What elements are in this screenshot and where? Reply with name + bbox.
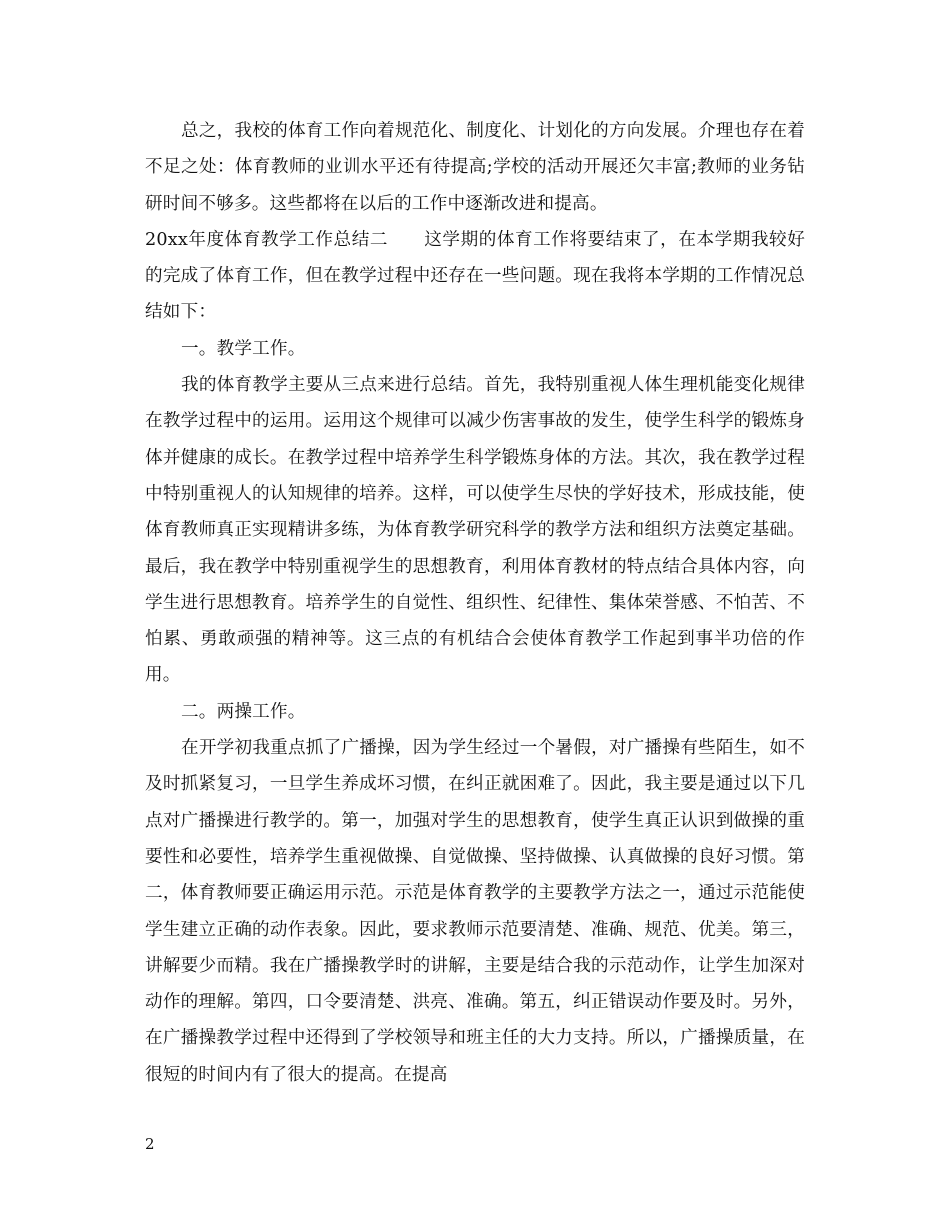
page-number: 2 <box>145 1135 155 1153</box>
paragraph-exercises: 在开学初我重点抓了广播操，因为学生经过一个暑假，对广播操有些陌生，如不及时抓紧复习，一旦学生养成坏习惯，在纠正就困难了。因此，我主要是通过以下几点对广播操进行教学的。第一，加强对学生的思想教育，使学生真正认识到做操的重要性和必要性，培养学生重视做操、自觉做操、坚持做操、认真做操的良好习惯。第二，体育教师要正确运用示范。示范是体育教学的主要教学方法之一，通过示范能使学生建立正确的动作表象。因此，要求教师示范要清楚、准确、规范、优美。第三，讲解要少而精。我在广播操教学时的讲解，主要是结合我的示范动作，让学生加深对动作的理解。第四，口令要清楚、洪亮、准确。第五，纠正错误动作要及时。另外，在广播操教学过程中还得到了学校领导和班主任的大力支持。所以，广播操质量，在很短的时间内有了很大的提高。在提高 <box>145 738 805 1085</box>
document-body <box>145 113 805 1093</box>
section-heading-teaching: 一。教学工作。 <box>181 338 306 359</box>
paragraph-title-intro: 20xx年度体育教学工作总结二 这学期的体育工作将要结束了，在本学期我较好的完成了体育工作，但在教学过程中还存在一些问题。现在我将本学期的工作情况总结如下： <box>145 229 805 323</box>
paragraph-teaching: 我的体育教学主要从三点来进行总结。首先，我特别重视人体生理机能变化规律在教学过程中的运用。运用这个规律可以减少伤害事故的发生，使学生科学的锻炼身体并健康的成长。在教学过程中培养学生科学锻炼身体的方法。其次，我在教学过程中特别重视人的认知规律的培养。这样，可以使学生尽快的学好技术，形成技能，使体育教师真正实现精讲多练，为体育教学研究科学的教学方法和组织方法奠定基础。最后，我在教学中特别重视学生的思想教育，利用体育教材的特点结合具体内容，向学生进行思想教育。培养学生的自觉性、组织性、纪律性、集体荣誉感、不怕苦、不怕累、勇敢顽强的精神等。这三点的有机结合会使体育教学工作起到事半功倍的作用。 <box>145 375 805 686</box>
section-heading-exercises: 二。两操工作。 <box>181 701 306 722</box>
paragraph-summary: 总之，我校的体育工作向着规范化、制度化、计划化的方向发展。介理也存在着不足之处：体育教师的业训水平还有待提高;学校的活动开展还欠丰富;教师的业务钻研时间不够多。这些都将在以后的工作中逐渐改进和提高。 <box>145 121 805 214</box>
